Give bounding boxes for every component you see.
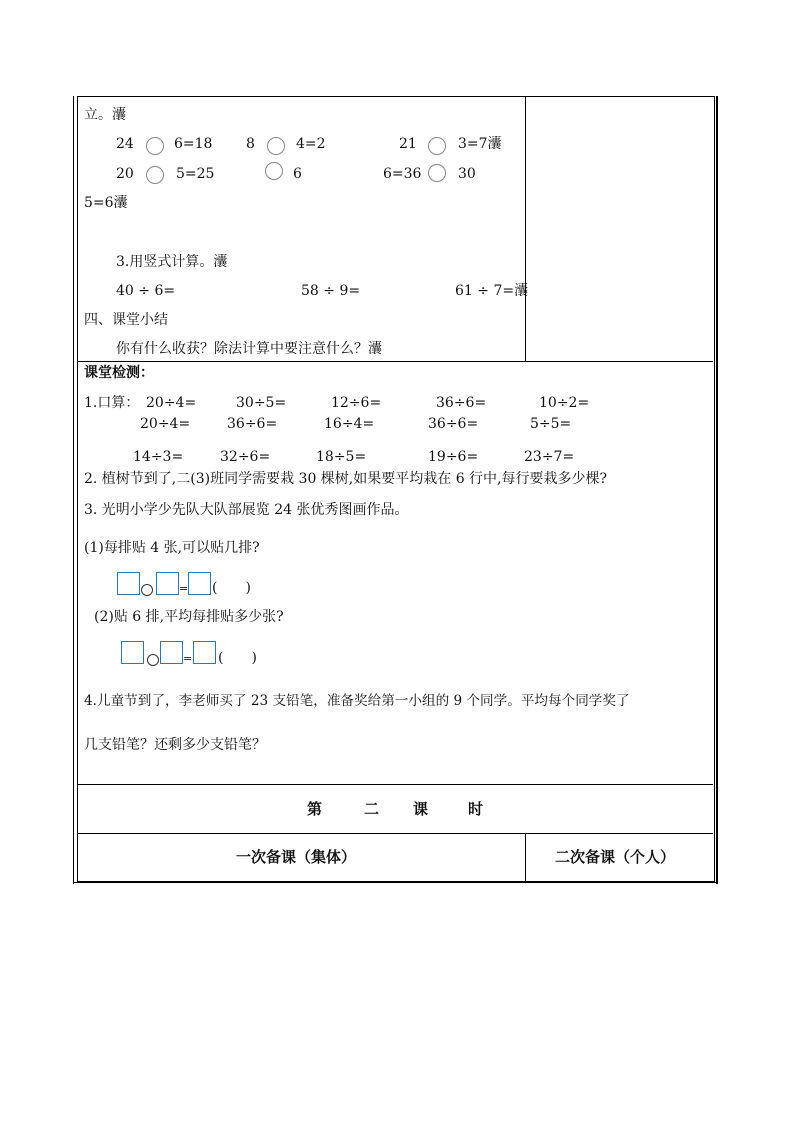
lesson-char-4: 时 xyxy=(468,800,484,818)
oral-2-4: 36÷6= xyxy=(428,416,479,432)
expr-4b: 5=25 xyxy=(176,166,215,182)
oral-1-2: 30÷5= xyxy=(236,395,287,411)
row-divider-check xyxy=(77,361,713,362)
first-prep-header: 一次备课（集体） xyxy=(236,848,357,866)
oral-2-5: 5÷5= xyxy=(530,416,572,432)
oral-3-5: 23÷7= xyxy=(524,449,575,465)
check-title: 课堂检测： xyxy=(84,365,154,381)
fill-circle-1[interactable] xyxy=(146,137,164,155)
expr-5b: 6 xyxy=(293,166,302,182)
question-3a: (1)每排贴 4 张,可以贴几排? xyxy=(84,540,260,556)
oral-1-4: 36÷6= xyxy=(436,395,487,411)
column-divider-footer xyxy=(525,833,526,882)
row-divider-footer xyxy=(77,833,713,834)
oral-3-4: 19÷6= xyxy=(428,449,479,465)
question-2: 2. 植树节到了,二(3)班同学需要栽 30 棵树,如果要平均栽在 6 行中,每行要栽多少棵? xyxy=(84,471,608,487)
fill-circle-5[interactable] xyxy=(265,162,283,180)
expr-3a: 21 xyxy=(399,136,417,152)
answer-box-6[interactable] xyxy=(193,641,216,664)
expr-1a: 24 xyxy=(116,136,134,152)
expr-continued: 5=6灢 xyxy=(84,195,128,211)
operator-circle-2[interactable] xyxy=(147,654,159,666)
vertical-calc-3: 61 ÷ 7=灢 xyxy=(455,283,529,299)
column-divider-top xyxy=(525,96,526,361)
question-4-line1: 4.儿童节到了，李老师买了 23 支铅笔，准备奖给第一小组的 9 个同学。平均每个同学奖了 xyxy=(84,693,630,709)
lesson-plan-table xyxy=(77,96,715,882)
oral-2-2: 36÷6= xyxy=(227,416,278,432)
expr-2a: 8 xyxy=(246,136,255,152)
expr-6b: 30 xyxy=(458,166,476,182)
oral-3-2: 32÷6= xyxy=(220,449,271,465)
vertical-calc-1: 40 ÷ 6= xyxy=(116,283,176,299)
fill-circle-4[interactable] xyxy=(146,166,164,184)
unit-paren-1: ( ) xyxy=(212,580,251,596)
oral-1-5: 10÷2= xyxy=(539,395,590,411)
equals-sign-2: = xyxy=(183,652,193,665)
section-summary-title: 四、课堂小结 xyxy=(84,312,168,328)
oral-3-1: 14÷3= xyxy=(133,449,184,465)
second-prep-header: 二次备课（个人） xyxy=(555,848,676,866)
summary-question: 你有什么收获？除法计算中要注意什么？灢 xyxy=(116,341,382,357)
expr-6a: 6=36 xyxy=(383,166,422,182)
answer-box-1[interactable] xyxy=(117,572,140,595)
lesson-char-1: 第 xyxy=(307,800,323,818)
oral-2-3: 16÷4= xyxy=(324,416,375,432)
lesson-char-2: 二 xyxy=(364,800,380,818)
fill-circle-3[interactable] xyxy=(428,137,446,155)
fill-circle-2[interactable] xyxy=(267,137,285,155)
table-border-right xyxy=(716,96,718,884)
question-3b: (2)贴 6 排,平均每排贴多少张? xyxy=(94,609,284,625)
answer-box-2[interactable] xyxy=(156,572,179,595)
answer-box-4[interactable] xyxy=(121,641,144,664)
oral-1-1: 20÷4= xyxy=(146,395,197,411)
oral-label: 1.口算： xyxy=(84,395,140,411)
fill-circle-6[interactable] xyxy=(428,164,446,182)
unit-paren-2: ( ) xyxy=(218,650,257,666)
answer-box-5[interactable] xyxy=(160,641,183,664)
expr-1b: 6=18 xyxy=(174,136,213,152)
intro-line: 立。灢 xyxy=(84,107,126,123)
equals-sign-1: = xyxy=(179,582,189,595)
table-border-left xyxy=(73,96,74,884)
row-divider-lesson xyxy=(77,784,713,785)
vertical-calc-2: 58 ÷ 9= xyxy=(301,283,361,299)
oral-2-1: 20÷4= xyxy=(140,416,191,432)
oral-3-3: 18÷5= xyxy=(316,449,367,465)
expr-4a: 20 xyxy=(116,166,134,182)
lesson-char-3: 课 xyxy=(413,800,429,818)
question-4-line2: 几支铅笔？还剩多少支铅笔？ xyxy=(84,737,266,753)
oral-1-3: 12÷6= xyxy=(331,395,382,411)
expr-2b: 4=2 xyxy=(296,136,326,152)
operator-circle-1[interactable] xyxy=(141,584,153,596)
question-3: 3. 光明小学少先队大队部展览 24 张优秀图画作品。 xyxy=(84,502,409,518)
table-border-bottom xyxy=(73,882,718,883)
expr-3b: 3=7灢 xyxy=(458,136,502,152)
vertical-calc-title: 3.用竖式计算。灢 xyxy=(116,254,228,270)
answer-box-3[interactable] xyxy=(188,572,211,595)
